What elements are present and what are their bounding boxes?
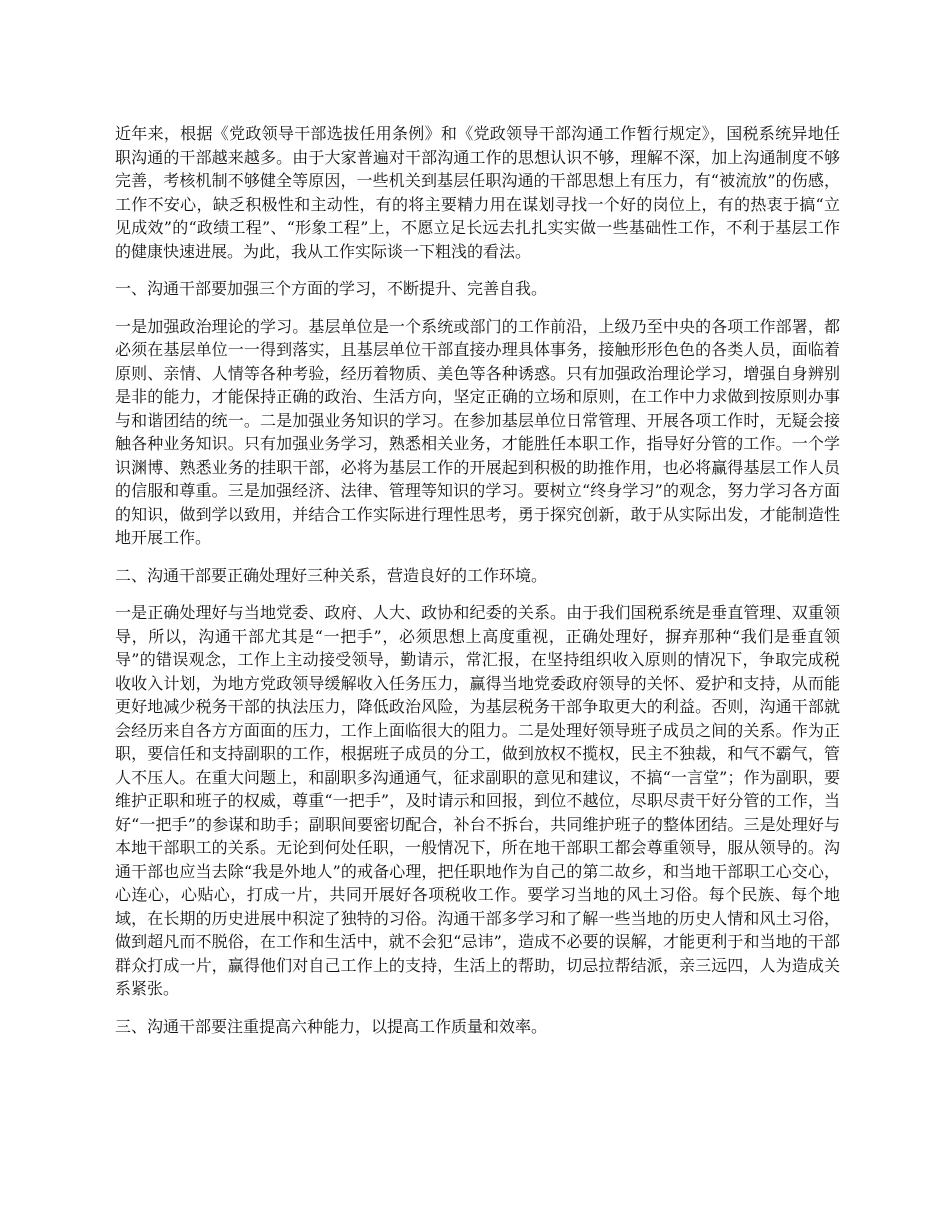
section-2-paragraph: 一是正确处理好与当地党委、政府、人大、政协和纪委的关系。由于我们国税系统是垂直管理、双重领导，所以，沟通干部尤其是“一把手”，必须思想上高度重视，正确处理好，摒弃那种“我们是垂直领导”的错误观念，工作上主动接受领导，勤请示，常汇报，在坚持组织收入原则的情况下，争取完成税收收入计划，为地方党政领导缓解收入任务压力，赢得当地党委政府领导的关怀、爱护和支持，从而能更好地减少税务干部的执法压力，降低政治风险，为基层税务干部争取更大的利益。否则，沟通干部就会经历来自各方方面面的压力，工作上面临很大的阻力。二是处理好领导班子成员之间的关系。作为正职，要信任和支持副职的工作，根据班子成员的分工，做到放权不揽权，民主不独裁，和气不霸气，管人不压人。在重大问题上，和副职多沟通通气，征求副职的意见和建议，不搞“一言堂”；作为副职，要维护正职和班子的权威，尊重“一把手”，及时请示和回报，到位不越位，尽职尽责干好分管的工作，当好“一把手”的参谋和助手；副职间要密切配合，补台不拆台，共同维护班子的整体团结。三是处理好与本地干部职工的关系。无论到何处任职，一般情况下，所在地干部职工都会尊重领导，服从领导的。沟通干部也应当去除“我是外地人”的戒备心理，把任职地作为自己的第二故乡，和当地干部职工心交心，心连心，心贴心，打成一片，共同开展好各项税收工作。要学习当地的风土习俗。每个民族、每个地域，在长期的历史进展中积淀了独特的习俗。沟通干部多学习和了解一些当地的历史人情和风土习俗，做到超凡而不脱俗，在工作和生活中，就不会犯“忌讳”，造成不必要的误解，才能更利于和当地的干部群众打成一片，赢得他们对自己工作上的支持，生活上的帮助，切忌拉帮结派，亲三远四，人为造成关系紧张。	[115, 603, 840, 998]
section-heading-3: 三、沟通干部要注重提高六种能力，以提高工作质量和效率。	[115, 1016, 548, 1036]
document-body	[115, 122, 840, 1052]
section-heading-2: 二、沟通干部要正确处理好三种关系，营造良好的工作环境。	[115, 565, 548, 585]
intro-paragraph: 近年来，根据《党政领导干部选拔任用条例》和《党政领导干部沟通工作暂行规定》，国税系统异地任职沟通的干部越来越多。由于大家普遍对干部沟通工作的思想认识不够，理解不深，加上沟通制度不够完善，考核机制不够健全等原因，一些机关到基层任职沟通的干部思想上有压力，有“被流放”的伤感，工作不安心，缺乏积极性和主动性，有的将主要精力用在谋划寻找一个好的岗位上，有的热衷于搞“立见成效”的“政绩工程”、“形象工程”上，不愿立足长远去扎扎实实做一些基础性工作，不利于基层工作的健康快速进展。为此，我从工作实际谈一下粗浅的看法。	[115, 124, 840, 261]
section-heading-1: 一、沟通干部要加强三个方面的学习，不断提升、完善自我。	[115, 279, 548, 298]
section-1-paragraph: 一是加强政治理论的学习。基层单位是一个系统或部门的工作前沿，上级乃至中央的各项工作部署，都必须在基层单位一一得到落实，且基层单位干部直接办理具体事务，接触形形色色的各类人员，面临着原则、亲情、人情等各种考验，经历着物质、美色等各种诱惑。只有加强政治理论学习，增强自身辨别是非的能力，才能保持正确的政治、生活方向，坚定正确的立场和原则，在工作中力求做到按原则办事与和谐团结的统一。二是加强业务知识的学习。在参加基层单位日常管理、开展各项工作时，无疑会接触各种业务知识。只有加强业务学习，熟悉相关业务，才能胜任本职工作，指导好分管的工作。一个学识渊博、熟悉业务的挂职干部，必将为基层工作的开展起到积极的助推作用，也必将赢得基层工作人员的信服和尊重。三是加强经济、法律、管理等知识的学习。要树立“终身学习”的观念，努力学习各方面的知识，做到学以致用，并结合工作实际进行理性思考，勇于探究创新，敢于从实际出发，才能制造性地开展工作。	[115, 316, 840, 547]
